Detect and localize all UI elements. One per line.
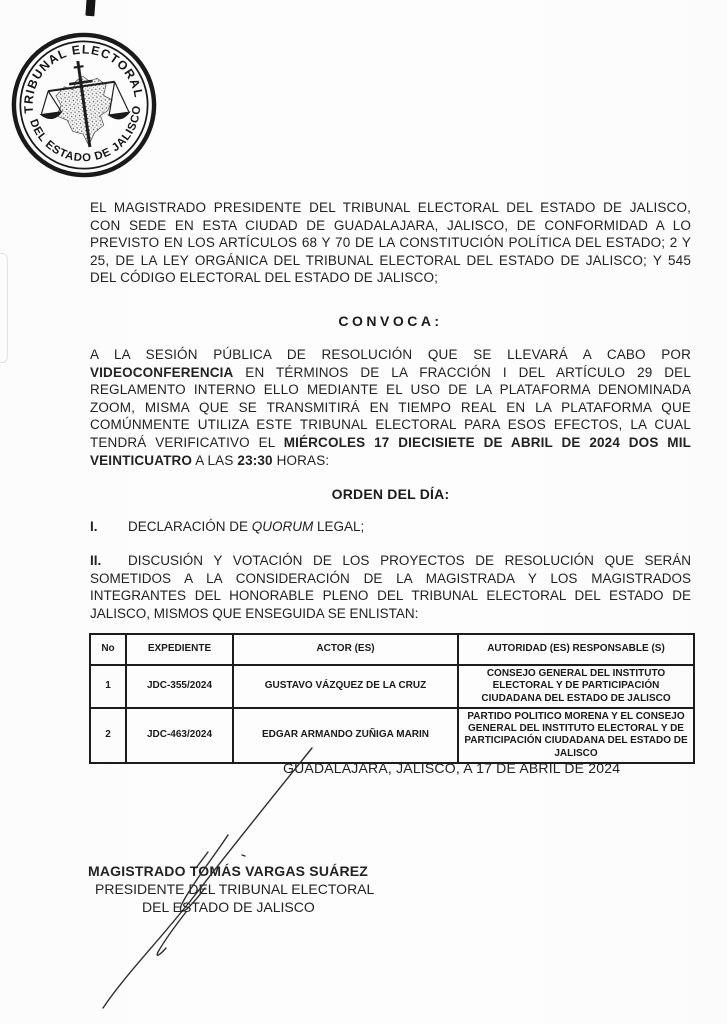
tribunal-electoral-seal-icon [0, 21, 167, 188]
cell-actor: GUSTAVO VÁZQUEZ DE LA CRUZ [233, 665, 458, 708]
cases-table-body [90, 665, 694, 763]
table-row [90, 708, 694, 763]
agenda-item-1-numeral: I. [90, 519, 98, 534]
cell-expediente: JDC-355/2024 [126, 665, 233, 708]
header-no: No [90, 634, 126, 665]
signatory-title-line1: PRESIDENTE DEL TRIBUNAL ELECTORAL [95, 881, 375, 897]
header-autoridad: AUTORIDAD (ES) RESPONSABLE (S) [458, 634, 694, 665]
cell-expediente: JDC-463/2024 [126, 708, 233, 763]
agenda-item-1-text: DECLARACIÓN DE QUORUM LEGAL; [128, 519, 365, 534]
signatory-name: MAGISTRADO TOMÁS VARGAS SUÁREZ [88, 863, 369, 879]
session-paragraph: A LA SESIÓN PÚBLICA DE RESOLUCIÓN QUE SE LLEVARÁ A CABO POR VIDEOCONFERENCIA EN TÉRMINOS DE LA FRACCIÓN I DEL ARTÍCULO 29 DEL REGLAMENTO INTERNO ELLO MEDIANTE EL USO DE LA PLATAFORMA DENOMINADA ZOOM, MISMA QUE SE TRANSMITIRÁ EN TIEMPO REAL EN LA PLATAFORMA QUE COMÚNMENTE UTILIZA ESTE TRIBUNAL ELECTORAL PARA ESOS EFECTOS, LA CUAL TENDRÁ VERIFICATIVO EL MIÉRCOLES 17 DIECISIETE DE ABRIL DE 2024 DOS MIL VEINTICUATRO A LAS 23:30 HORAS: [90, 347, 691, 468]
cell-no: 1 [90, 665, 126, 708]
intro-paragraph: EL MAGISTRADO PRESIDENTE DEL TRIBUNAL ELECTORAL DEL ESTADO DE JALISCO, CON SEDE EN ESTA CIUDAD DE GUADALAJARA, JALISCO, DE CONFORMIDAD A LO PREVISTO EN LOS ARTÍCULOS 68 Y 70 DE LA CONSTITUCIÓN POLÍTICA DEL ESTADO; 2 Y 25, DE LA LEY ORGÁNICA DEL TRIBUNAL ELECTORAL DEL ESTADO DE JALISCO; Y 545 DEL CÓDIGO ELECTORAL DEL ESTADO DE JALISCO; [90, 200, 691, 286]
cases-table [89, 633, 695, 764]
agenda-item-2-numeral: II. [90, 553, 102, 568]
scan-artifact-box [0, 253, 8, 363]
agenda-item-2 [90, 552, 691, 622]
signature-block [88, 862, 448, 916]
agenda-item-2-text: DISCUSIÓN Y VOTACIÓN DE LOS PROYECTOS DE RESOLUCIÓN QUE SERÁN SOMETIDOS A LA CONSIDERACIÓN DE LA MAGISTRADA Y LOS MAGISTRADOS INTEGRANTES DEL HONORABLE PLENO DEL TRIBUNAL ELECTORAL DEL ESTADO DE JALISCO, MISMOS QUE ENSEGUIDA SE ENLISTAN: [90, 553, 691, 621]
cell-actor: EDGAR ARMANDO ZUÑIGA MARIN [233, 708, 458, 763]
header-expediente: EXPEDIENTE [126, 634, 233, 665]
cases-table-header-row [90, 634, 694, 665]
seal-bottom-text: DEL ESTADO DE JALISCO [27, 104, 144, 165]
cell-autoridad: CONSEJO GENERAL DEL INSTITUTO ELECTORAL Y DE PARTICIPACIÓN CIUDADANA DEL ESTADO DE JALISCO [458, 665, 694, 708]
agenda-item-1 [90, 518, 691, 536]
cell-no: 2 [90, 708, 126, 763]
orden-del-dia-heading: ORDEN DEL DÍA: [331, 486, 450, 502]
header-actor: ACTOR (ES) [233, 634, 458, 665]
convoca-heading: CONVOCA: [338, 313, 443, 329]
signatory-title-line2: DEL ESTADO DE JALISCO [142, 899, 315, 915]
cell-autoridad: PARTIDO POLITICO MORENA Y EL CONSEJO GENERAL DEL INSTITUTO ELECTORAL Y DE PARTICIPACIÓN CIUDADANA DEL ESTADO DE JALISCO [458, 708, 694, 763]
seal-top-text: TRIBUNAL ELECTORAL [21, 42, 146, 114]
scan-artifact-mark [85, 0, 95, 16]
table-row [90, 665, 694, 708]
dateline: GUADALAJARA, JALISCO, A 17 DE ABRIL DE 2024 [283, 760, 621, 776]
